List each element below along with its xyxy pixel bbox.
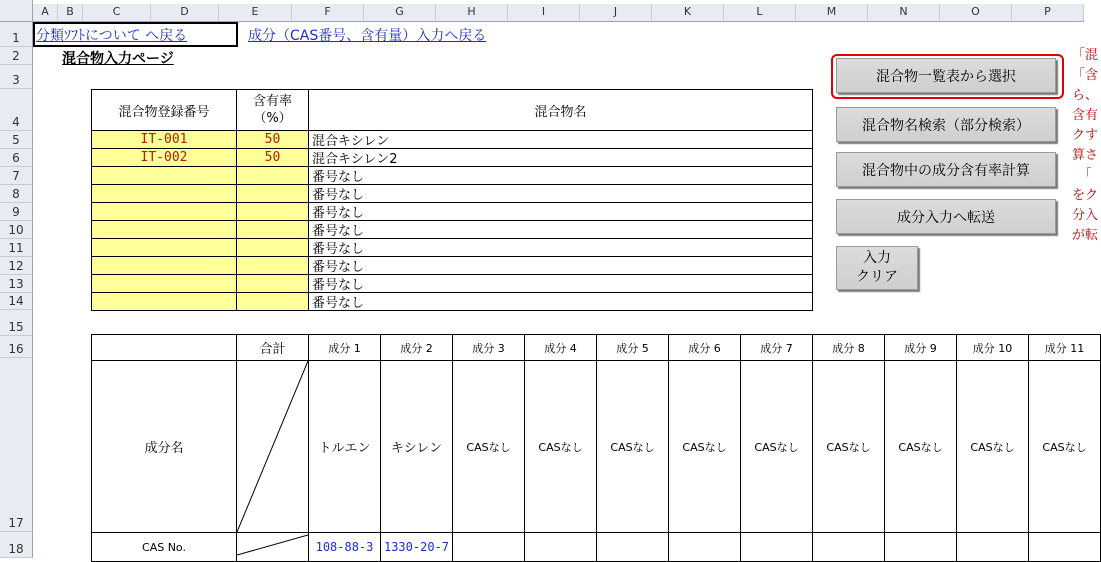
mixture-rate-cell[interactable] xyxy=(236,292,309,311)
row-header-14[interactable]: 14 xyxy=(0,293,33,310)
mixture-id-cell[interactable] xyxy=(91,220,237,239)
side-note-line: が転 xyxy=(1072,228,1099,243)
component-header-8: 成分 8 xyxy=(812,334,885,361)
component-name-10[interactable]: CASなし xyxy=(956,360,1029,533)
mixture-rate-cell[interactable] xyxy=(236,202,309,221)
side-note-line: 含有 xyxy=(1072,108,1099,123)
component-name-5[interactable]: CASなし xyxy=(596,360,669,533)
column-header-G[interactable]: G xyxy=(364,4,436,22)
component-header-11: 成分 11 xyxy=(1028,334,1101,361)
page-title: 混合物入力ページ xyxy=(62,51,174,67)
side-note-line: 「含 xyxy=(1072,68,1099,83)
mixture-name-cell[interactable]: 番号なし xyxy=(308,292,813,311)
header-mixture-name: 混合物名 xyxy=(308,89,813,131)
mixture-rate-cell[interactable] xyxy=(236,220,309,239)
mixture-id-cell[interactable]: IT-001 xyxy=(91,130,237,149)
column-header-L[interactable]: L xyxy=(724,4,796,22)
component-cas-2[interactable]: 1330-20-7 xyxy=(380,532,453,562)
row-header-12[interactable]: 12 xyxy=(0,257,33,275)
column-header-D[interactable]: D xyxy=(151,4,219,22)
total-header: 合計 xyxy=(236,334,309,361)
component-header-blank xyxy=(91,334,237,361)
side-note-line: 分入 xyxy=(1072,208,1099,223)
mixture-name-cell[interactable]: 番号なし xyxy=(308,166,813,185)
component-header-9: 成分 9 xyxy=(884,334,957,361)
mixture-name-cell[interactable]: 番号なし xyxy=(308,274,813,293)
component-cas-1[interactable]: 108-88-3 xyxy=(308,532,381,562)
mixture-name-cell[interactable]: 番号なし xyxy=(308,256,813,275)
mixture-id-cell[interactable] xyxy=(91,256,237,275)
header-mixture-reg-no: 混合物登録番号 xyxy=(91,89,237,131)
side-note-line: クす xyxy=(1072,128,1099,143)
header-content-rate: 含有率 （%） xyxy=(236,89,309,131)
row-header-10[interactable]: 10 xyxy=(0,221,33,239)
component-name-1[interactable]: トルエン xyxy=(308,360,381,533)
component-header-7: 成分 7 xyxy=(740,334,813,361)
calc-content-rate-button[interactable]: 混合物中の成分含有率計算 xyxy=(836,152,1056,187)
row-header-7[interactable]: 7 xyxy=(0,167,33,185)
column-header-C[interactable]: C xyxy=(83,4,151,22)
column-header-I[interactable]: I xyxy=(508,4,580,22)
mixture-rate-cell[interactable] xyxy=(236,166,309,185)
component-name-3[interactable]: CASなし xyxy=(452,360,525,533)
component-header-2: 成分 2 xyxy=(380,334,453,361)
component-name-11[interactable]: CASなし xyxy=(1028,360,1101,533)
side-note-line: 「混 xyxy=(1072,48,1099,63)
back-to-classify-link[interactable]: 分類ｿﾌﾄについて へ戻る xyxy=(36,28,188,44)
component-header-5: 成分 5 xyxy=(596,334,669,361)
mixture-rate-cell[interactable]: 50 xyxy=(236,130,309,149)
row-header-16[interactable]: 16 xyxy=(0,336,33,358)
mixture-name-cell[interactable]: 番号なし xyxy=(308,220,813,239)
row-header-17[interactable]: 17 xyxy=(0,358,33,532)
column-header-K[interactable]: K xyxy=(652,4,724,22)
back-to-component-input-link[interactable]: 成分（CAS番号、含有量）入力へ戻る xyxy=(248,28,487,44)
row-header-13[interactable]: 13 xyxy=(0,275,33,293)
mixture-rate-cell[interactable]: 50 xyxy=(236,148,309,167)
mixture-id-cell[interactable] xyxy=(91,292,237,311)
side-note-line: ら、 xyxy=(1072,88,1099,103)
diagonal-line xyxy=(237,533,308,561)
component-name-8[interactable]: CASなし xyxy=(812,360,885,533)
column-header-O[interactable]: O xyxy=(940,4,1012,22)
column-header-F[interactable]: F xyxy=(292,4,364,22)
component-header-4: 成分 4 xyxy=(524,334,597,361)
row-header-18[interactable]: 18 xyxy=(0,532,33,558)
column-header-A[interactable]: A xyxy=(33,4,58,22)
component-header-3: 成分 3 xyxy=(452,334,525,361)
component-name-2[interactable]: キシレン xyxy=(380,360,453,533)
mixture-id-cell[interactable] xyxy=(91,274,237,293)
component-header-6: 成分 6 xyxy=(668,334,741,361)
side-note xyxy=(1072,46,1101,246)
mixture-id-cell[interactable] xyxy=(91,166,237,185)
column-header-H[interactable]: H xyxy=(436,4,508,22)
side-note-line: 「 xyxy=(1072,168,1092,183)
mixture-rate-cell[interactable] xyxy=(236,238,309,257)
search-mixture-name-button[interactable]: 混合物名検索（部分検索） xyxy=(836,107,1056,142)
column-header-M[interactable]: M xyxy=(796,4,868,22)
diagonal-line xyxy=(237,361,308,532)
row-header-8[interactable]: 8 xyxy=(0,185,33,203)
mixture-rate-cell[interactable] xyxy=(236,256,309,275)
column-header-E[interactable]: E xyxy=(219,4,292,22)
mixture-name-cell[interactable]: 混合キシレン xyxy=(308,130,813,149)
row-header-4[interactable]: 4 xyxy=(0,89,33,131)
transfer-to-component-button[interactable]: 成分入力へ転送 xyxy=(836,199,1056,234)
select-from-list-button[interactable]: 混合物一覧表から選択 xyxy=(836,58,1056,93)
row-header-2[interactable]: 2 xyxy=(0,47,33,65)
cas-no-label: CAS No. xyxy=(91,532,237,562)
column-header-J[interactable]: J xyxy=(580,4,652,22)
total-name-cell xyxy=(236,360,309,533)
mixture-name-cell[interactable]: 番号なし xyxy=(308,184,813,203)
select-all-corner[interactable] xyxy=(0,0,33,22)
component-name-label: 成分名 xyxy=(91,360,237,533)
component-name-9[interactable]: CASなし xyxy=(884,360,957,533)
row-header-11[interactable]: 11 xyxy=(0,239,33,257)
mixture-rate-cell[interactable] xyxy=(236,274,309,293)
mixture-name-cell[interactable]: 番号なし xyxy=(308,238,813,257)
clear-input-button[interactable]: 入力 クリア xyxy=(836,246,918,290)
mixture-id-cell[interactable] xyxy=(91,184,237,203)
component-name-4[interactable]: CASなし xyxy=(524,360,597,533)
mixture-id-cell[interactable]: IT-002 xyxy=(91,148,237,167)
row-header-3[interactable]: 3 xyxy=(0,65,33,89)
column-header-B[interactable]: B xyxy=(58,4,83,22)
row-header-15[interactable]: 15 xyxy=(0,310,33,336)
side-note-line: 算さ xyxy=(1072,148,1099,163)
column-header-P[interactable]: P xyxy=(1012,4,1084,22)
component-name-6[interactable]: CASなし xyxy=(668,360,741,533)
mixture-rate-cell[interactable] xyxy=(236,184,309,203)
row-header-6[interactable]: 6 xyxy=(0,149,33,167)
mixture-name-cell[interactable]: 番号なし xyxy=(308,202,813,221)
mixture-id-cell[interactable] xyxy=(91,238,237,257)
column-header-N[interactable]: N xyxy=(868,4,940,22)
mixture-id-cell[interactable] xyxy=(91,202,237,221)
row-header-1[interactable]: 1 xyxy=(0,22,33,47)
row-header-5[interactable]: 5 xyxy=(0,131,33,149)
side-note-line: をク xyxy=(1072,188,1099,203)
row-header-9[interactable]: 9 xyxy=(0,203,33,221)
component-name-7[interactable]: CASなし xyxy=(740,360,813,533)
component-header-1: 成分 1 xyxy=(308,334,381,361)
component-header-10: 成分 10 xyxy=(956,334,1029,361)
mixture-name-cell[interactable]: 混合キシレン2 xyxy=(308,148,813,167)
